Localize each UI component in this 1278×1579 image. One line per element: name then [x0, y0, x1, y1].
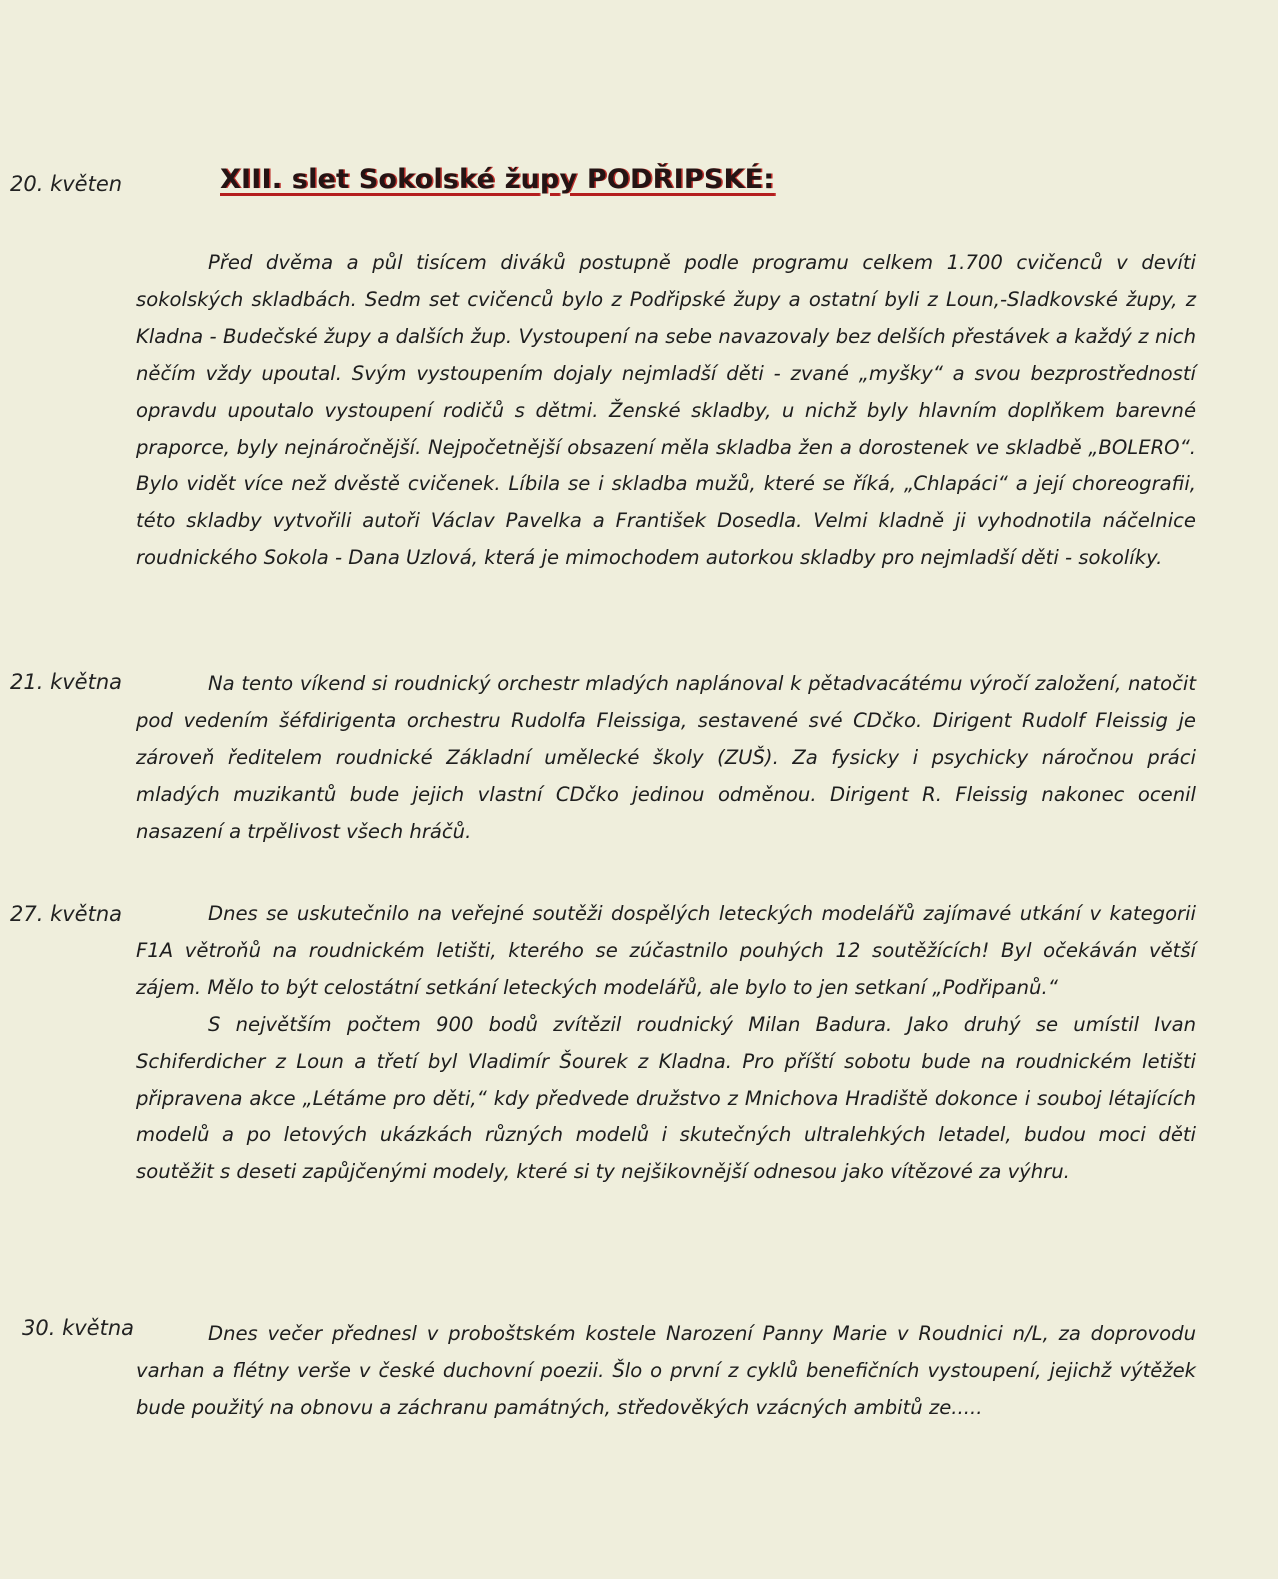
- entry-date: 27. května: [10, 902, 122, 926]
- paragraph: S největším počtem 900 bodů zvítězil roudnický Milan Badura. Jako druhý se umístil Ivan Schiferdicher z Loun a třetí byl Vladimír Šourek z Kladna. Pro příští sobotu bude na roudnickém letišti připravena akce „Létáme pro děti,“ kdy předvede družstvo z Mnichova Hradiště dokonce i souboj létajících modelů a po letových ukázkách různých modelů i skutečných ultralehkých letadel, budou moci děti soutěžit s deseti zapůjčenými modely, které si ty nejšikovnější odnesou jako vítězové za výhru.: [136, 1012, 1196, 1184]
- entry-text: [136, 1316, 1196, 1427]
- paragraph: Dnes večer přednesl v proboštském kostele Narození Panny Marie v Roudnici n/L, za doprovodu varhan a flétny verše v české duchovní poezii. Šlo o první z cyklů benefičních vystoupení, jejichž výtěžek bude použitý na obnovu a záchranu památných, středověkých vzácných ambitů ze.....: [136, 1322, 1196, 1419]
- entry-date: 21. května: [10, 670, 122, 694]
- entry-date: 20. květen: [10, 172, 123, 196]
- entry-text: [136, 896, 1196, 1191]
- section-heading: XIII. slet Sokolské župy PODŘIPSKÉ:: [220, 164, 775, 195]
- entry-date: 30. května: [22, 1316, 134, 1340]
- paragraph: Před dvěma a půl tisícem diváků postupně podle programu celkem 1.700 cvičenců v devíti sokolských skladbách. Sedm set cvičenců bylo z Podřipské župy a ostatní byli z Loun,-Sladkovské župy, z Kladna - Budečské župy a dalších žup. Vystoupení na sebe navazovaly bez delších přestávek a každý z nich něčím vždy upoutal. Svým vystoupením dojaly nejmladší děti - zvané „myšky“ a svou bezprostředností opravdu upoutalo vystoupení rodičů s dětmi. Ženské skladby, u nichž byly hlavním doplňkem barevné praporce, byly nejnáročnější. Nejpočetnější obsazení měla skladba žen a dorostenek ve skladbě „BOLERO“. Bylo vidět více než dvěstě cvičenek. Líbila se i skladba mužů, které se říká, „Chlapáci“ a její choreografii, této skladby vytvořili autoři Václav Pavelka a František Dosedla. Velmi kladně ji vyhodnotila náčelnice roudnického Sokola - Dana Uzlová, která je mimochodem autorkou skladby pro nejmladší děti - sokolíky.: [136, 251, 1196, 570]
- entry-text: [136, 666, 1196, 851]
- entry-text: [136, 245, 1196, 577]
- paragraph: Na tento víkend si roudnický orchestr mladých naplánoval k pětadvacátému výročí založení, natočit pod vedením šéfdirigenta orchestru Rudolfa Fleissiga, sestavené své CDčko. Dirigent Rudolf Fleissig je zároveň ředitelem roudnické Základní umělecké školy (ZUŠ). Za fysicky i psychicky náročnou práci mladých muzikantů bude jejich vlastní CDčko jedinou odměnou. Dirigent R. Fleissig nakonec ocenil nasazení a trpělivost všech hráčů.: [136, 672, 1196, 843]
- paragraph: Dnes se uskutečnilo na veřejné soutěži dospělých leteckých modelářů zajímavé utkání v kategorii F1A větroňů na roudnickém letišti, kterého se zúčastnilo pouhých 12 soutěžících! Byl očekáván větší zájem. Mělo to být celostátní setkání leteckých modelářů, ale bylo to jen setkaní „Podřipanů.“: [136, 902, 1196, 999]
